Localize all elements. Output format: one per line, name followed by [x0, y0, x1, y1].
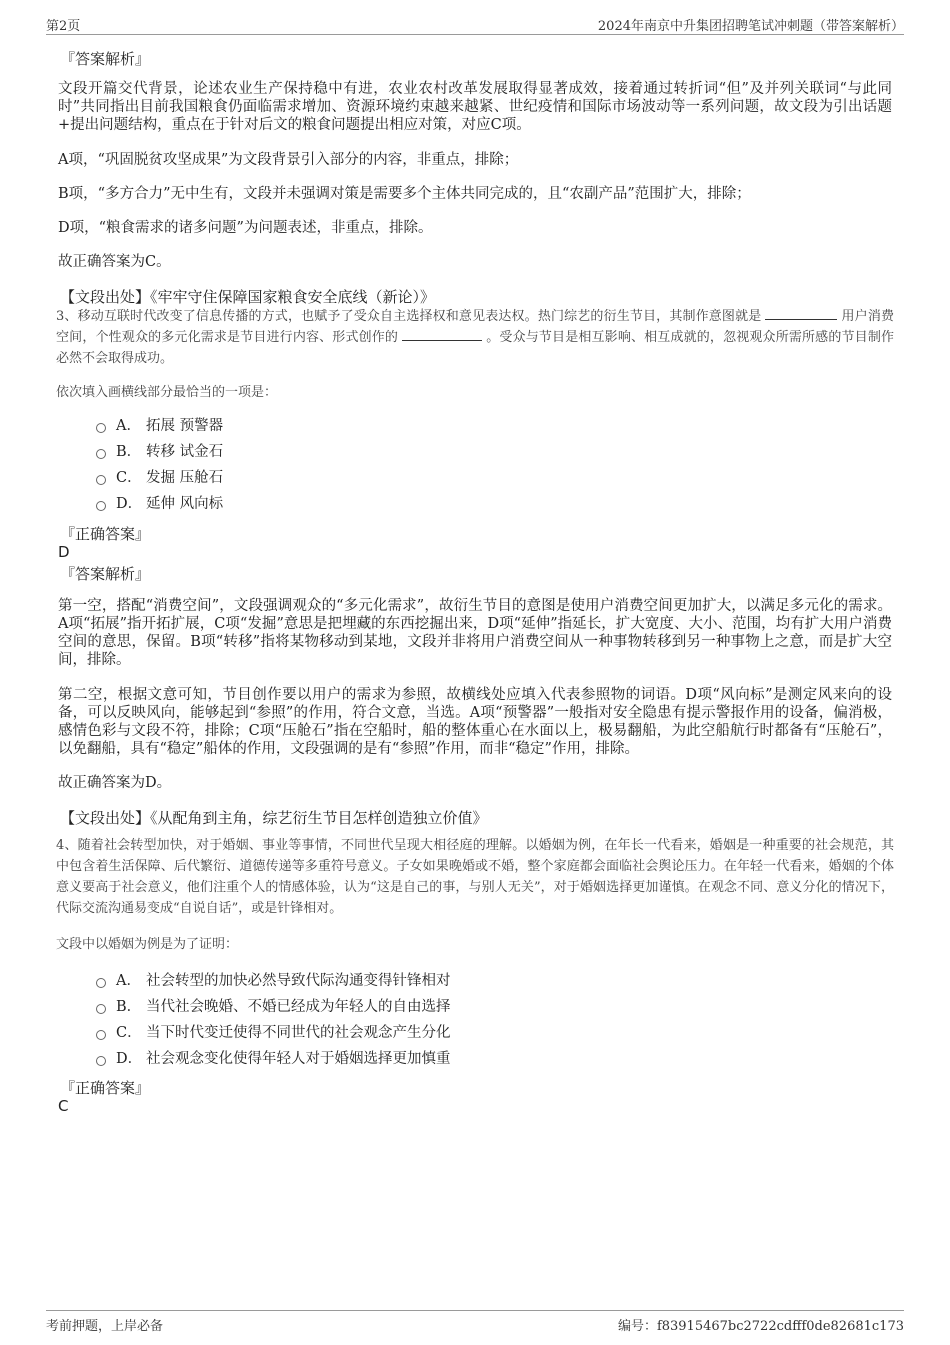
q3-option-a[interactable] [96, 416, 223, 436]
page-header [46, 12, 904, 35]
q3-analysis-para-1: 第一空，搭配“消费空间”，文段强调观众的“多元化需求”，故衍生节目的意图是使用户消费空间更加扩大，以满足多元化的需求。A项“拓展”指开拓扩展，C项“发掘”意思是把埋藏的东西挖掘出来，D项“延伸”指延长，扩大宽度、大小、范围，均有扩大用户消费空间的意思，保留。B项“转移”指将某物移动到某地，文段并非将用户消费空间从一种事物转移到另一种事物上之意，而是扩大空间，排除。 [58, 598, 892, 668]
q3-option-b[interactable] [96, 442, 223, 462]
q3-blank-1 [765, 308, 837, 320]
q2-analysis-para-1: 文段开篇交代背景，论述农业生产保持稳中有进，农业农村改革发展取得显著成效，接着通过转折词“但”及并列关联词“与此同时”共同指出目前我国粮食仍面临需求增加、资源环境约束越来越紧、世纪疫情和国际市场波动等一系列问题，故文段为引出话题+提出问题结构，重点在于针对后文的粮食问题提出相应对策，对应C项。 [58, 81, 892, 133]
option-text: 延伸 风向标 [146, 496, 224, 512]
option-text: 转移 试金石 [146, 444, 224, 460]
q3-analysis-para-2: 第二空，根据文意可知，节目创作要以用户的需求为参照，故横线处应填入代表参照物的词语。D项“风向标”是测定风来向的设备，可以反映风向，能够起到“参照”的作用，符合文意，当选。A项“预警器”一般指对安全隐患有提示警报作用的设备，偏消极，感情色彩与文段不符，排除；C项“压舱石”指在空船时，船的整体重心在水面以上，极易翻船，为此空船航行时都备有“压舱石”，以免翻船，具有“稳定”船体的作用，文段强调的是有“参照”作用，而非“稳定”作用，排除。 [58, 687, 892, 757]
document-title: 2024年南京中升集团招聘笔试冲刺题（带答案解析） [597, 19, 904, 34]
q3-option-d[interactable] [96, 494, 223, 514]
radio-icon[interactable] [96, 501, 106, 511]
q3-answer-sentence: 故正确答案为D。 [58, 775, 172, 791]
footer-slogan: 考前押题，上岸必备 [46, 1319, 164, 1334]
q3-text-part-2: 用户消费空间，个性观众的多元化需求是节目进行内容、形式创作的 [56, 309, 894, 345]
q4-question-text: 4、随着社会转型加快，对于婚姻、事业等事情，不同世代呈现大相径庭的理解。以婚姻为例，在年长一代看来，婚姻是一种重要的社会规范，其中包含着生活保障、后代繁衍、道德传递等多重符号意义。子女如果晚婚或不婚，整个家庭都会面临社会舆论压力。在年轻一代看来，婚姻的个体意义要高于社会意义，他们注重个人的情感体验，认为“这是自己的事，与别人无关”，对于婚姻选择更加谨慎。在观念不同、意义分化的情况下，代际交流沟通易变成“自说自话”，或是针锋相对。 [56, 838, 894, 916]
option-letter: D． [116, 496, 143, 512]
option-letter: C． [116, 1025, 142, 1041]
option-text: 社会转型的加快必然导致代际沟通变得针锋相对 [146, 973, 451, 989]
option-text: 拓展 预警器 [146, 418, 224, 434]
q4-correct-answer: C [58, 1097, 69, 1115]
q3-correct-label: 『正确答案』 [60, 525, 151, 543]
radio-icon[interactable] [96, 1056, 106, 1066]
option-text: 当代社会晚婚、不婚已经成为年轻人的自由选择 [146, 999, 451, 1015]
q2-analysis-para-2: A项，“巩固脱贫攻坚成果”为文段背景引入部分的内容，非重点，排除； [58, 152, 519, 168]
option-text: 社会观念变化使得年轻人对于婚姻选择更加慎重 [146, 1051, 451, 1067]
option-letter: A． [116, 973, 141, 989]
radio-icon[interactable] [96, 449, 106, 459]
radio-icon[interactable] [96, 1030, 106, 1040]
q2-source: 【文段出处】《牢牢守住保障国家粮食安全底线（新论）》 [60, 288, 436, 306]
page-footer [46, 1310, 904, 1333]
q2-answer-sentence: 故正确答案为C。 [58, 254, 171, 270]
option-letter: D． [116, 1051, 143, 1067]
q3-prompt: 依次填入画横线部分最恰当的一项是： [56, 385, 278, 400]
option-text: 发掘 压舱石 [146, 470, 224, 486]
q4-option-a[interactable] [96, 971, 451, 991]
q3-option-c[interactable] [96, 468, 223, 488]
q3-analysis-label: 『答案解析』 [60, 565, 151, 583]
q3-source: 【文段出处】《从配角到主角，综艺衍生节目怎样创造独立价值》 [60, 809, 488, 827]
q4-option-b[interactable] [96, 997, 451, 1017]
option-letter: C． [116, 470, 142, 486]
q4-option-d[interactable] [96, 1049, 451, 1069]
document-id: 编号：f83915467bc2722cdfff0de82681c173 [617, 1319, 904, 1334]
radio-icon[interactable] [96, 1004, 106, 1014]
q3-correct-answer: D [58, 543, 70, 561]
q2-analysis-label: 『答案解析』 [60, 50, 151, 68]
radio-icon[interactable] [96, 475, 106, 485]
q2-analysis-para-3: B项，“多方合力”无中生有，文段并未强调对策是需要多个主体共同完成的，且“农副产品”范围扩大，排除； [58, 186, 751, 202]
option-letter: B． [116, 444, 142, 460]
option-letter: A． [116, 418, 141, 434]
page-number: 第2页 [46, 19, 81, 34]
q4-option-c[interactable] [96, 1023, 451, 1043]
q4-correct-label: 『正确答案』 [60, 1079, 151, 1097]
q4-prompt: 文段中以婚姻为例是为了证明： [56, 937, 239, 952]
q3-blank-2 [402, 329, 482, 341]
option-text: 当下时代变迁使得不同世代的社会观念产生分化 [146, 1025, 451, 1041]
q3-text-part-3: 。受众与节目是相互影响、相互成就的，忽视观众所需所感的节目制作必然不会取得成功。 [56, 330, 894, 366]
q3-question-text [56, 306, 894, 369]
radio-icon[interactable] [96, 978, 106, 988]
option-letter: B． [116, 999, 142, 1015]
radio-icon[interactable] [96, 423, 106, 433]
q2-analysis-para-4: D项，“粮食需求的诸多问题”为问题表述，非重点，排除。 [58, 220, 433, 236]
q3-text-part-1: 3、移动互联时代改变了信息传播的方式，也赋予了受众自主选择权和意见表达权。热门综艺的衍生节目，其制作意图就是 [56, 309, 762, 324]
